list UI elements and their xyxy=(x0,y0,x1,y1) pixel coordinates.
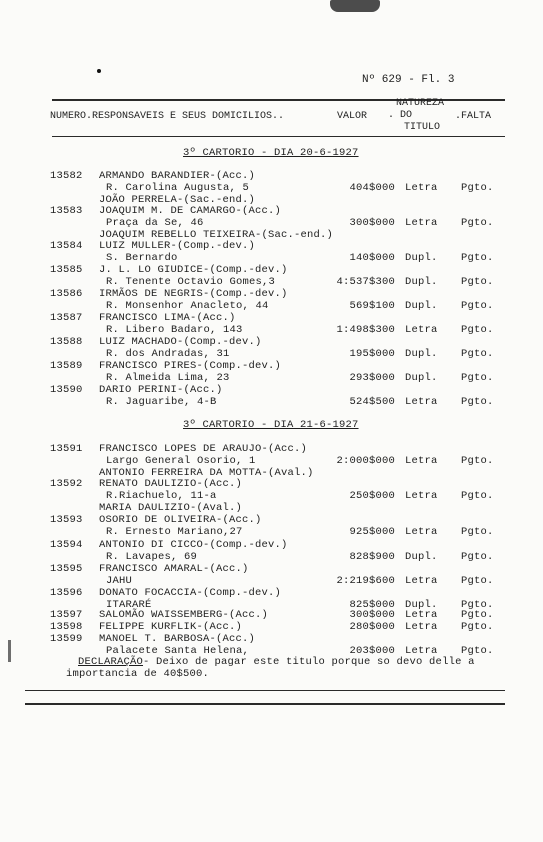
declaracao-line-2: importancia de 40$500. xyxy=(66,668,210,680)
entry-valor: 140$000 xyxy=(349,251,395,264)
entry-natureza: Letra xyxy=(405,574,438,587)
scan-smudge-top xyxy=(330,0,380,12)
entry-falta: Pgto. xyxy=(461,251,494,264)
header-bottom-rule xyxy=(52,136,505,137)
entry-detail: Palacete Santa Helena, xyxy=(106,644,250,657)
entry-falta: Pgto. xyxy=(461,489,494,502)
entry-party: FRANCISCO AMARAL-(Acc.) xyxy=(99,563,249,575)
entry-falta: Pgto. xyxy=(461,550,494,563)
entry-falta: Pgto. xyxy=(461,275,494,288)
entry-valor: 2:000$000 xyxy=(336,454,395,467)
entry-valor: 203$000 xyxy=(349,644,395,657)
entry-natureza: Dupl. xyxy=(405,299,438,312)
entry-detail: MARIA DAULIZIO-(Aval.) xyxy=(99,501,243,514)
entry-party: DARIO PERINI-(Acc.) xyxy=(99,384,223,396)
declaracao-line-1 xyxy=(78,656,475,668)
entry-detail: R. dos Andradas, 31 xyxy=(106,347,230,360)
entry-valor: 300$000 xyxy=(349,609,395,621)
entry-natureza: Dupl. xyxy=(405,550,438,563)
entry-detail: JOAQUIM REBELLO TEIXEIRA-(Sac.-end.) xyxy=(99,228,334,241)
entry-detail: R. Ernesto Mariano,27 xyxy=(106,525,243,538)
entry-natureza: Dupl. xyxy=(405,275,438,288)
entry-party: ARMANDO BARANDIER-(Acc.) xyxy=(99,170,256,182)
entry-valor: 195$000 xyxy=(349,347,395,360)
entry-number: 13584 xyxy=(50,240,83,252)
entry-natureza: Dupl. xyxy=(405,371,438,384)
entry-number: 13595 xyxy=(50,563,83,575)
section-title: 3º CARTORIO - DIA 20-6-1927 xyxy=(183,147,359,159)
entry-party: J. L. LO GIUDICE-(Comp.-dev.) xyxy=(99,264,288,276)
entry-falta: Pgto. xyxy=(461,574,494,587)
entry-number: 13599 xyxy=(50,633,83,645)
entry-detail: R. Tenente Octavio Gomes,3 xyxy=(106,275,276,288)
entry-falta: Pgto. xyxy=(461,598,494,611)
entry-party: SALOMÃO WAISSEMBERG-(Acc.) xyxy=(99,609,269,621)
entry-falta: Pgto. xyxy=(461,181,494,194)
entry-detail: JOÃO PERRELA-(Sac.-end.) xyxy=(99,193,256,206)
entry-valor: 300$000 xyxy=(349,216,395,229)
entry-natureza: Letra xyxy=(405,216,438,229)
entry-natureza: Letra xyxy=(405,489,438,502)
entry-party: MANOEL T. BARBOSA-(Acc.) xyxy=(99,633,256,645)
entry-party: LUIZ MULLER-(Comp.-dev.) xyxy=(99,240,256,252)
entry-detail: R. Carolina Augusta, 5 xyxy=(106,181,250,194)
entry-number: 13588 xyxy=(50,336,83,348)
entry-number: 13592 xyxy=(50,478,83,490)
entry-party: FRANCISCO LIMA-(Acc.) xyxy=(99,312,236,324)
entry-natureza: Letra xyxy=(405,609,438,621)
entry-detail: S. Bernardo xyxy=(106,251,178,264)
entry-number: 13594 xyxy=(50,539,83,551)
entry-valor: 825$000 xyxy=(349,598,395,611)
entry-natureza: Letra xyxy=(405,395,438,408)
page-reference: Nº 629 - Fl. 3 xyxy=(362,74,455,86)
entry-valor: 293$000 xyxy=(349,371,395,384)
header-valor: VALOR xyxy=(337,111,368,122)
entry-number: 13587 xyxy=(50,312,83,324)
entry-natureza: Letra xyxy=(405,323,438,336)
entry-number: 13590 xyxy=(50,384,83,396)
entry-valor: 925$000 xyxy=(349,525,395,538)
entry-party: LUIZ MACHADO-(Comp.-dev.) xyxy=(99,336,262,348)
entry-natureza: Dupl. xyxy=(405,251,438,264)
entry-number: 13596 xyxy=(50,587,83,599)
declaracao-label: DECLARAÇÃO xyxy=(78,656,144,668)
entry-natureza: Letra xyxy=(405,454,438,467)
entry-falta: Pgto. xyxy=(461,621,494,633)
entry-falta: Pgto. xyxy=(461,644,494,657)
entry-valor: 2:219$600 xyxy=(336,574,395,587)
entry-number: 13598 xyxy=(50,621,83,633)
entry-natureza: Dupl. xyxy=(405,347,438,360)
header-natureza-3: TITULO xyxy=(404,122,441,133)
entry-detail: R. Jaguaribe, 4-B xyxy=(106,395,217,408)
entry-number: 13582 xyxy=(50,170,83,182)
entry-number: 13593 xyxy=(50,514,83,526)
entry-falta: Pgto. xyxy=(461,323,494,336)
entry-detail: ITARARÉ xyxy=(106,598,152,611)
entry-falta: Pgto. xyxy=(461,216,494,229)
entry-party: FELIPPE KURFLIK-(Acc.) xyxy=(99,621,243,633)
entry-natureza: Letra xyxy=(405,621,438,633)
entry-natureza: Letra xyxy=(405,644,438,657)
footer-rule-2 xyxy=(25,703,505,705)
entry-party: FRANCISCO LOPES DE ARAUJO-(Acc.) xyxy=(99,443,308,455)
entry-party: RENATO DAULIZIO-(Acc.) xyxy=(99,478,243,490)
entry-valor: 4:537$300 xyxy=(336,275,395,288)
header-numero-responsaveis: NUMERO.RESPONSAVEIS E SEUS DOMICILIOS.. xyxy=(50,111,285,122)
scan-dot xyxy=(97,69,101,73)
entry-detail: Praça da Se, 46 xyxy=(106,216,204,229)
entry-party: OSORIO DE OLIVEIRA-(Acc.) xyxy=(99,514,262,526)
entry-valor: 404$000 xyxy=(349,181,395,194)
entry-detail: R. Monsenhor Anacleto, 44 xyxy=(106,299,269,312)
entry-detail: R. Lavapes, 69 xyxy=(106,550,198,563)
header-falta: .FALTA xyxy=(455,111,492,122)
entry-number: 13597 xyxy=(50,609,83,621)
entry-detail: R. Libero Badaro, 143 xyxy=(106,323,243,336)
entry-party: IRMÃOS DE NEGRIS-(Comp.-dev.) xyxy=(99,288,288,300)
entry-valor: 828$900 xyxy=(349,550,395,563)
entry-party: FRANCISCO PIRES-(Comp.-dev.) xyxy=(99,360,282,372)
section-title: 3º CARTORIO - DIA 21-6-1927 xyxy=(183,419,359,431)
entry-valor: 524$500 xyxy=(349,395,395,408)
entry-falta: Pgto. xyxy=(461,371,494,384)
declaracao-text-1: - Deixo de pagar este titulo porque so devo delle a xyxy=(143,656,475,668)
entry-party: ANTONIO DI CICCO-(Comp.-dev.) xyxy=(99,539,288,551)
entry-number: 13585 xyxy=(50,264,83,276)
header-natureza-2: . DO xyxy=(388,110,413,121)
entry-detail: ANTONIO FERREIRA DA MOTTA-(Aval.) xyxy=(99,466,314,479)
entry-number: 13586 xyxy=(50,288,83,300)
footer-rule-1 xyxy=(25,690,505,691)
entry-detail: R. Almeida Lima, 23 xyxy=(106,371,230,384)
entry-valor: 569$100 xyxy=(349,299,395,312)
entry-detail: Largo General Osorio, 1 xyxy=(106,454,256,467)
entry-falta: Pgto. xyxy=(461,525,494,538)
entry-party: JOAQUIM M. DE CAMARGO-(Acc.) xyxy=(99,205,282,217)
scan-mark-left xyxy=(8,640,11,662)
entry-detail: R.Riachuelo, 11-a xyxy=(106,489,217,502)
entry-party: DONATO FOCACCIA-(Comp.-dev.) xyxy=(99,587,282,599)
entry-number: 13583 xyxy=(50,205,83,217)
entry-natureza: Letra xyxy=(405,181,438,194)
entry-number: 13591 xyxy=(50,443,83,455)
entry-valor: 250$000 xyxy=(349,489,395,502)
entry-valor: 280$000 xyxy=(349,621,395,633)
entry-number: 13589 xyxy=(50,360,83,372)
entry-detail: JAHU xyxy=(106,574,133,587)
entry-falta: Pgto. xyxy=(461,395,494,408)
entry-valor: 1:498$300 xyxy=(336,323,395,336)
entry-falta: Pgto. xyxy=(461,347,494,360)
entry-falta: Pgto. xyxy=(461,609,494,621)
entry-falta: Pgto. xyxy=(461,454,494,467)
entry-falta: Pgto. xyxy=(461,299,494,312)
header-natureza-1: NATUREZA xyxy=(396,98,445,109)
entry-natureza: Letra xyxy=(405,525,438,538)
entry-natureza: Dupl. xyxy=(405,598,438,611)
